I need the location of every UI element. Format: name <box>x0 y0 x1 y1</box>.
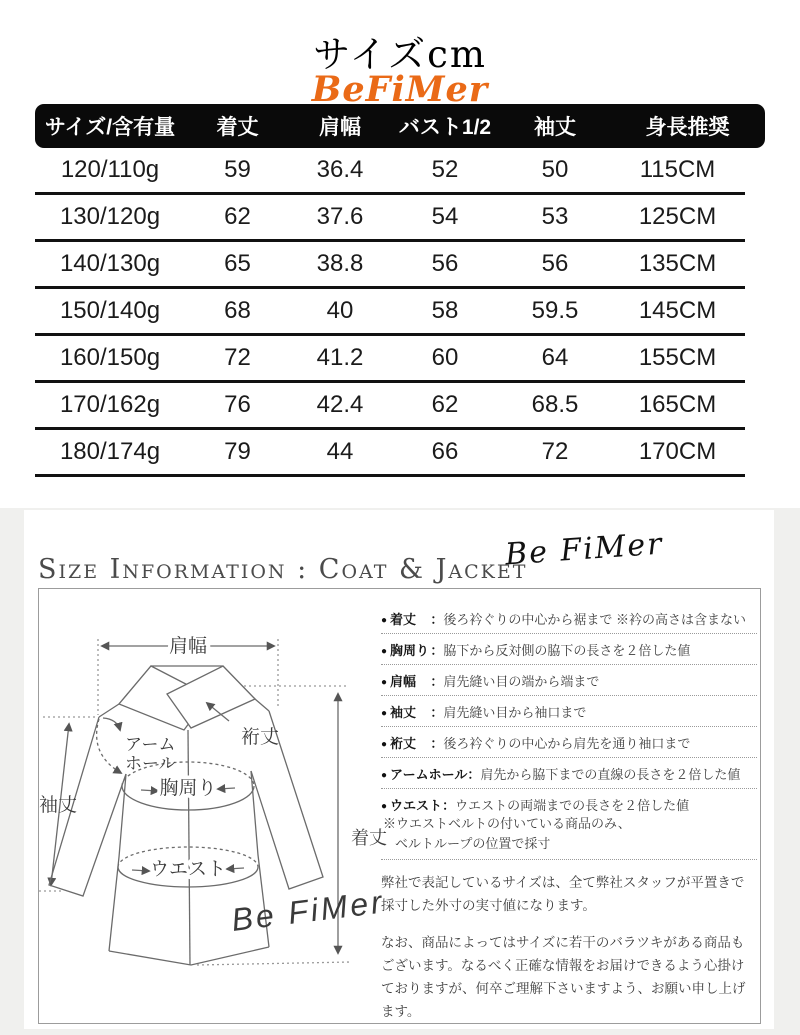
measurement-box <box>38 588 761 1024</box>
measure-note: ベルトループの位置で採寸 <box>395 836 551 852</box>
table-cell: 65 <box>224 250 251 277</box>
measure-item <box>381 727 757 758</box>
table-cell: 170/162g <box>59 391 161 418</box>
header-cell: 着丈 <box>216 116 259 139</box>
measurement-definitions <box>381 603 757 1024</box>
table-cell: 72 <box>224 344 251 371</box>
table-cell: 54 <box>431 203 459 230</box>
table-row <box>35 336 745 383</box>
measure-note: ※ウエストベルトの付いている商品のみ、 <box>383 816 631 831</box>
table-cell: 60 <box>431 344 459 371</box>
section-heading: Size Information : Coat & Jacket <box>38 554 528 585</box>
table-cell: 165CM <box>638 391 717 418</box>
table-cell: 76 <box>224 391 251 418</box>
table-cell: 36.4 <box>316 156 364 183</box>
info-card <box>24 510 774 1029</box>
table-row <box>35 195 745 242</box>
table-cell: 58 <box>431 297 459 324</box>
measure-description: ウエストの両端までの長さを２倍した値 <box>455 798 690 813</box>
brand-signature: Be FiMer <box>504 526 666 573</box>
table-cell: 41.2 <box>316 344 364 371</box>
measure-item <box>381 696 757 727</box>
bullet-icon: ● <box>381 708 388 719</box>
measure-label: アームホール <box>390 767 468 782</box>
label-waist: ウエスト <box>149 859 227 880</box>
label-chest: 胸周り <box>159 778 217 799</box>
table-cell: 56 <box>541 250 569 277</box>
table-cell: 115CM <box>639 156 716 183</box>
measure-item <box>381 634 757 665</box>
measure-description: 後ろ衿ぐりの中心から肩先を通り袖口まで <box>443 736 691 751</box>
measure-separator: ： <box>467 767 481 782</box>
table-cell: 155CM <box>638 344 717 371</box>
measure-separator: ： <box>442 798 456 813</box>
size-table <box>35 148 745 477</box>
measure-label: 裄丈 <box>390 736 417 751</box>
label-armhole-2: ホール <box>125 754 176 773</box>
header-cell: 身長推奨 <box>645 116 730 139</box>
diagram-watermark: Be FiMer <box>229 883 387 938</box>
measure-label: 着丈 <box>390 612 417 627</box>
table-cell: 135CM <box>638 250 717 277</box>
table-cell: 59 <box>224 156 251 183</box>
measure-item <box>381 758 757 789</box>
bullet-icon: ● <box>381 677 388 688</box>
brand-logo: BeFiMer <box>311 69 489 110</box>
table-cell: 53 <box>541 203 569 230</box>
measure-separator: ： <box>430 736 444 751</box>
measure-description: 肩先縫い目の端から端まで <box>443 674 600 689</box>
bullet-icon: ● <box>381 770 388 781</box>
measure-description: 肩先から脇下までの直線の長さを２倍した値 <box>480 767 741 782</box>
table-cell: 56 <box>431 250 459 277</box>
table-cell: 62 <box>431 391 459 418</box>
measure-separator: ： <box>430 612 444 627</box>
table-cell: 79 <box>224 438 251 465</box>
label-sleeve-length: 袖丈 <box>39 795 78 816</box>
table-cell: 125CM <box>638 203 717 230</box>
label-body-length: 着丈 <box>351 828 387 848</box>
table-cell: 120/110g <box>60 156 160 183</box>
table-cell: 145CM <box>638 297 717 324</box>
table-cell: 50 <box>541 156 569 183</box>
size-table-header <box>35 104 765 148</box>
bullet-icon: ● <box>381 739 388 750</box>
table-cell: 170CM <box>638 438 717 465</box>
table-cell: 44 <box>326 438 354 465</box>
table-cell: 180/174g <box>59 438 161 465</box>
header-cell: 袖丈 <box>534 116 576 139</box>
measure-separator: ： <box>430 674 444 689</box>
measure-item <box>381 603 757 634</box>
table-cell: 38.8 <box>316 250 364 277</box>
header-cell: サイズ/含有量 <box>44 116 176 139</box>
table-cell: 150/140g <box>59 297 161 324</box>
table-row <box>35 430 745 477</box>
disclaimer-paragraph: なお、商品によってはサイズに若干のバラツキがある商品もございます。なるべく正確な情報をお届けできるよう心掛けておりますが、何卒ご理解下さいますよう、お願い申し上げます。 <box>381 935 746 1019</box>
measure-item <box>381 665 757 696</box>
label-armhole-1: アーム <box>125 735 176 754</box>
measure-label: 肩幅 <box>390 674 417 689</box>
coat-measurement-diagram <box>38 599 391 1019</box>
table-cell: 52 <box>431 156 459 183</box>
table-cell: 64 <box>541 344 569 371</box>
table-cell: 160/150g <box>59 344 161 371</box>
label-shoulder-width: 肩幅 <box>168 636 208 657</box>
measure-label: 袖丈 <box>390 705 417 720</box>
header-cell: 肩幅 <box>319 116 361 139</box>
table-cell: 37.6 <box>316 203 364 230</box>
measure-description: 脇下から反対側の脇下の長さを２倍した値 <box>443 643 691 658</box>
bullet-icon: ● <box>381 646 388 657</box>
info-section <box>0 508 800 1035</box>
disclaimer <box>381 872 757 1024</box>
table-cell: 40 <box>326 297 354 324</box>
measure-list <box>381 603 757 860</box>
measure-label: 胸周り <box>390 643 430 658</box>
table-cell: 130/120g <box>59 203 161 230</box>
table-cell: 59.5 <box>531 297 579 324</box>
table-cell: 68.5 <box>531 391 579 418</box>
label-yuki-length: 裄丈 <box>241 727 280 748</box>
measure-separator: ： <box>430 643 444 658</box>
header-cell: バスト1/2 <box>398 116 492 139</box>
bullet-icon: ● <box>381 615 388 626</box>
table-cell: 66 <box>431 438 459 465</box>
table-cell: 140/130g <box>59 250 161 277</box>
table-row <box>35 383 745 430</box>
measure-description: 肩先縫い目から袖口まで <box>443 705 587 720</box>
measure-label: ウエスト <box>390 798 443 813</box>
measure-item <box>381 789 757 860</box>
disclaimer-paragraph: 弊社で表記しているサイズは、全て弊社スタッフが平置きで採寸した外寸の実寸値になります。 <box>381 875 745 914</box>
table-row <box>35 289 745 336</box>
table-cell: 68 <box>224 297 251 324</box>
measure-separator: ： <box>430 705 444 720</box>
table-row <box>35 242 745 289</box>
page-title: サイズcm <box>313 33 487 76</box>
table-cell: 62 <box>224 203 251 230</box>
table-cell: 72 <box>541 438 569 465</box>
table-row <box>35 148 745 195</box>
table-cell: 42.4 <box>316 391 364 418</box>
measure-description: 後ろ衿ぐりの中心から裾まで ※衿の高さは含まない <box>443 612 746 627</box>
bullet-icon: ● <box>381 801 388 812</box>
